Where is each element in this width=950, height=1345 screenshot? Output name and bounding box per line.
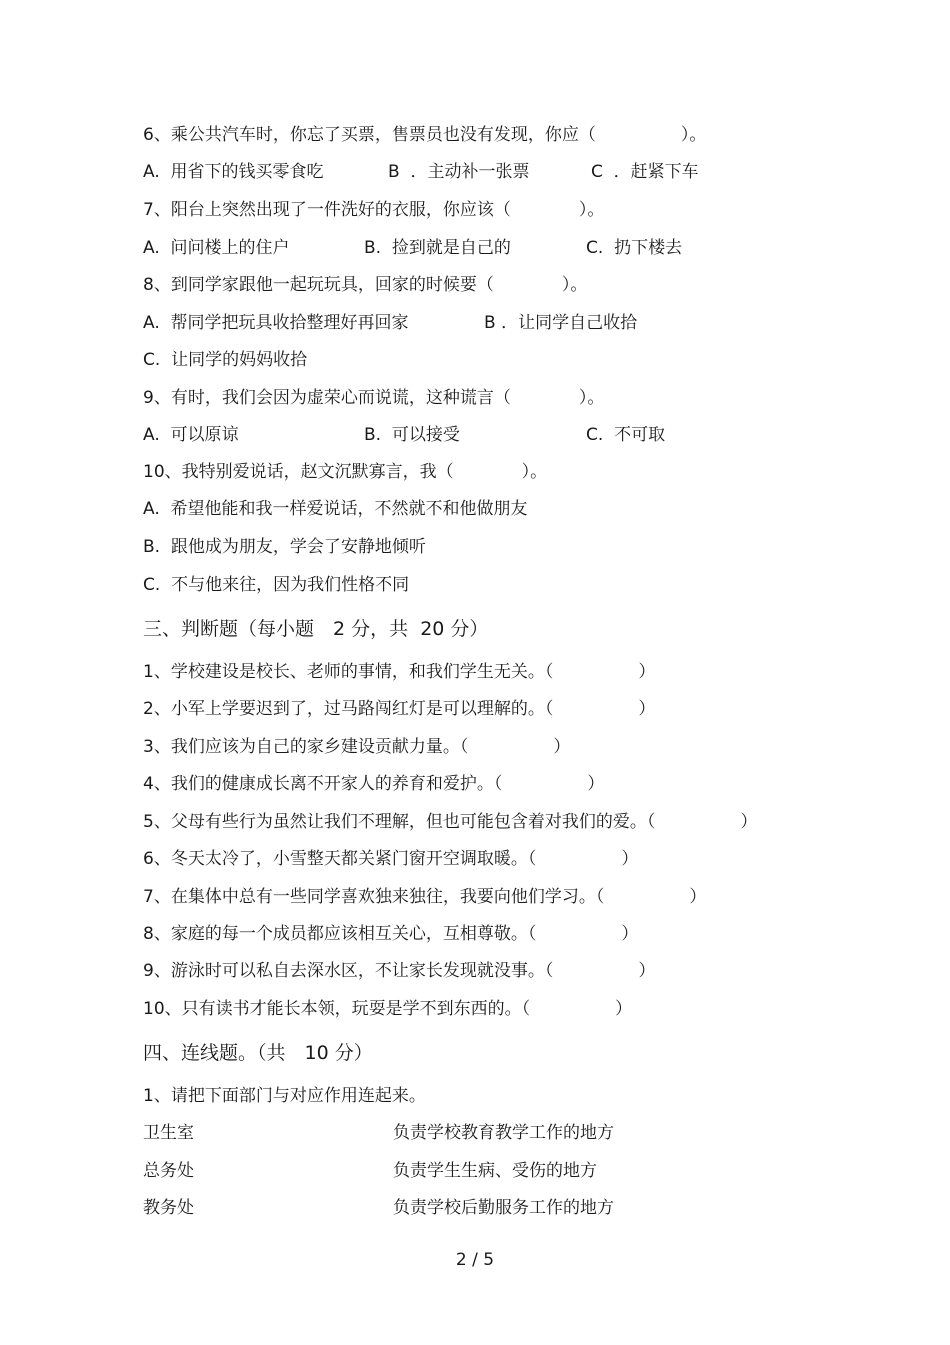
question-10: 10、我特别爱说话，赵文沉默寡言，我（ ）。 (143, 462, 548, 482)
judge-item-9: 9、游泳时可以私自去深水区，不让家长发现就没事。（ ） (143, 961, 656, 981)
match-section-heading: 四、连线题。（共 10 分） (143, 1042, 373, 1064)
q6-option-c: C ．赶紧下车 (591, 162, 699, 182)
judge-section-heading: 三、判断题（每小题 2 分，共 20 分） (143, 618, 489, 640)
q9-option-b: B. 可以接受 (364, 425, 460, 445)
q10-option-c: C. 不与他来往，因为我们性格不同 (143, 575, 410, 595)
question-8: 8、到同学家跟他一起玩玩具，回家的时候要（ ）。 (143, 275, 588, 295)
question-7: 7、阳台上突然出现了一件洗好的衣服，你应该（ ）。 (143, 200, 605, 220)
match-left-3: 教务处 (143, 1198, 194, 1218)
match-right-1: 负责学校教育教学工作的地方 (393, 1123, 614, 1143)
question-6: 6、乘公共汽车时，你忘了买票，售票员也没有发现，你应（ ）。 (143, 125, 707, 145)
judge-item-8: 8、家庭的每一个成员都应该相互关心，互相尊敬。（ ） (143, 924, 639, 944)
judge-item-3: 3、我们应该为自己的家乡建设贡献力量。（ ） (143, 737, 571, 757)
question-9: 9、有时，我们会因为虚荣心而说谎，这种谎言（ ）。 (143, 388, 605, 408)
judge-item-6: 6、冬天太冷了，小雪整天都关紧门窗开空调取暖。（ ） (143, 849, 639, 869)
match-instruction: 1、请把下面部门与对应作用连起来。 (143, 1086, 426, 1106)
judge-item-5: 5、父母有些行为虽然让我们不理解，但也可能包含着对我们的爱。（ ） (143, 812, 758, 832)
q7-option-a: A. 问问楼上的住户 (143, 238, 290, 258)
q8-option-b: B ．让同学自己收拾 (484, 313, 638, 333)
match-left-1: 卫生室 (143, 1123, 194, 1143)
q7-option-c: C. 扔下楼去 (586, 238, 683, 258)
q6-option-a: A. 用省下的钱买零食吃 (143, 162, 324, 182)
q10-option-b: B. 跟他成为朋友，学会了安静地倾听 (143, 537, 426, 557)
q9-option-a: A. 可以原谅 (143, 425, 239, 445)
judge-item-7: 7、在集体中总有一些同学喜欢独来独往，我要向他们学习。（ ） (143, 887, 707, 907)
judge-item-4: 4、我们的健康成长离不开家人的养育和爱护。（ ） (143, 774, 605, 794)
q9-option-c: C. 不可取 (586, 425, 666, 445)
q6-option-b: B ．主动补一张票 (388, 162, 530, 182)
q7-option-b: B. 捡到就是自己的 (364, 238, 511, 258)
match-left-2: 总务处 (143, 1161, 194, 1181)
judge-item-10: 10、只有读书才能长本领，玩耍是学不到东西的。（ ） (143, 999, 633, 1019)
match-right-2: 负责学生生病、受伤的地方 (393, 1161, 597, 1181)
judge-item-2: 2、小军上学要迟到了，过马路闯红灯是可以理解的。（ ） (143, 699, 656, 719)
q8-option-a: A. 帮同学把玩具收拾整理好再回家 (143, 313, 409, 333)
page-number: 2 / 5 (455, 1250, 495, 1270)
match-right-3: 负责学校后勤服务工作的地方 (393, 1198, 614, 1218)
q8-option-c: C. 让同学的妈妈收拾 (143, 350, 308, 370)
judge-item-1: 1、学校建设是校长、老师的事情，和我们学生无关。（ ） (143, 662, 656, 682)
q10-option-a: A. 希望他能和我一样爱说话，不然就不和他做朋友 (143, 499, 528, 519)
